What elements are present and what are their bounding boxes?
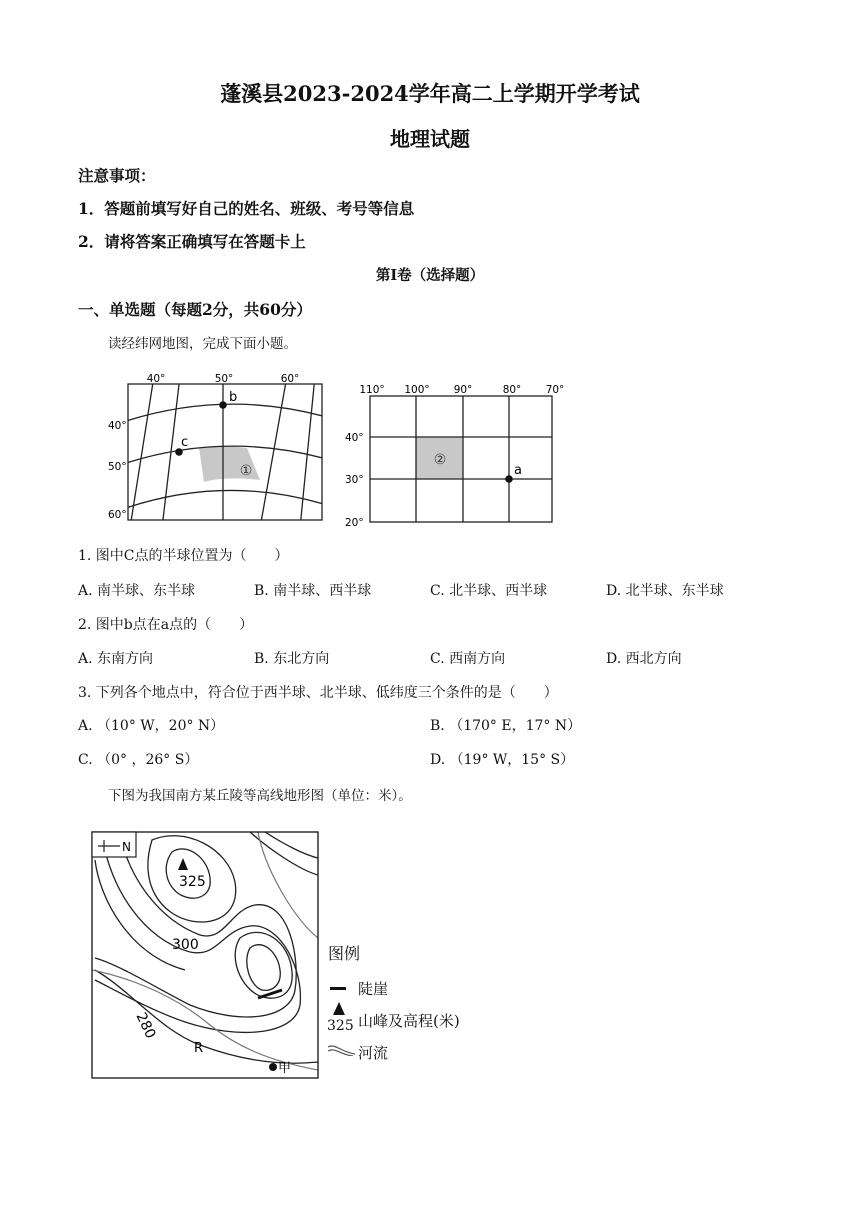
question-1-stem: 1. 图中C点的半球位置为（ ） [78, 548, 289, 564]
question-3-option-b: B. （170° E，17° N） [430, 718, 582, 734]
peak-elevation: 325 [179, 874, 206, 890]
notice-item-1: 1．答题前填写好自己的姓名、班级、考号等信息 [78, 199, 415, 218]
section-heading: 一、单选题（每题2分，共60分） [78, 300, 312, 319]
area-1-label: ① [239, 463, 253, 479]
meridian-60 [260, 376, 287, 528]
meridian-30 [130, 376, 154, 528]
left-label-60: 60° [108, 509, 127, 521]
top-label-40: 40° [146, 373, 166, 385]
peak-icon [178, 858, 188, 870]
question-3-option-a: A. （10° W，20° N） [78, 718, 225, 734]
left-label-50: 50° [108, 461, 127, 473]
contour-map [90, 830, 320, 1080]
meridian-70 [300, 376, 315, 528]
legend-peak-icon [332, 1002, 346, 1016]
intro-latlon: 读经纬网地图，完成下面小题。 [108, 336, 297, 352]
river-main [92, 970, 318, 1070]
legend-river-icon [327, 1042, 357, 1056]
question-2-stem: 2. 图中b点在a点的（ ） [78, 617, 254, 633]
left-label-30-rect: 30° [345, 474, 364, 486]
intro-contour: 下图为我国南方某丘陵等高线地形图（单位：米）。 [108, 788, 412, 804]
top-label-70: 70° [545, 384, 565, 396]
question-3-option-c: C. （0° ，26° S） [78, 752, 199, 768]
left-label-40-rect: 40° [345, 432, 364, 444]
legend-river: 河流 [358, 1044, 389, 1062]
point-jia-label: 甲 [278, 1061, 292, 1076]
question-2-option-a: A. 东南方向 [78, 651, 154, 667]
north-arrow-label: N [122, 840, 131, 854]
legend-title: 图例 [328, 944, 361, 963]
point-c-label: c [181, 435, 189, 450]
legend-cliff-icon [330, 987, 346, 990]
question-2-option-c: C. 西南方向 [430, 651, 506, 667]
left-label-40: 40° [108, 420, 127, 432]
top-label-80: 80° [502, 384, 522, 396]
question-1-option-c: C. 北半球、西半球 [430, 583, 548, 599]
graticule-map-2 [340, 378, 570, 530]
legend-peak-number: 325 [327, 1018, 354, 1034]
contour-loop-outer [235, 932, 292, 998]
top-label-100: 100° [404, 384, 430, 396]
question-1-option-b: B. 南半球、西半球 [254, 583, 372, 599]
point-a-marker [505, 475, 513, 483]
contour-topright [250, 832, 318, 875]
point-b-marker [219, 401, 227, 409]
exam-title: 蓬溪县2023-2024学年高二上学期开学考试 [220, 81, 640, 106]
point-b-label: b [229, 390, 238, 405]
top-label-50: 50° [214, 373, 234, 385]
point-jia-marker [269, 1063, 277, 1071]
contour-280 [95, 970, 318, 1063]
notice-heading: 注意事项： [78, 166, 156, 185]
graticule-map-1 [100, 368, 335, 530]
question-1-option-a: A. 南半球、东半球 [78, 583, 196, 599]
question-2-option-d: D. 西北方向 [606, 651, 682, 667]
question-3-option-d: D. （19° W，15° S） [430, 752, 575, 768]
top-label-90: 90° [453, 384, 473, 396]
area-2-label: ② [433, 452, 447, 468]
parallel-60 [120, 490, 330, 510]
contour-300 [95, 835, 296, 1017]
contour-map-frame [92, 832, 318, 1078]
river-label-r: R [194, 1041, 204, 1056]
question-1-option-d: D. 北半球、东半球 [606, 583, 724, 599]
question-2-option-b: B. 东北方向 [254, 651, 330, 667]
river-branch [258, 832, 318, 938]
point-a-label: a [514, 463, 522, 478]
contour-topright-2 [265, 832, 318, 858]
contour-loop-inner [247, 945, 280, 991]
legend-cliff: 陡崖 [358, 980, 389, 998]
top-label-110: 110° [359, 384, 385, 396]
question-3-stem: 3. 下列各个地点中，符合位于西半球、北半球、低纬度三个条件的是（ ） [78, 685, 558, 701]
exam-subtitle: 地理试题 [390, 127, 470, 151]
left-label-20-rect: 20° [345, 517, 364, 529]
contour-280-label: 280 [132, 1010, 159, 1042]
legend-peak: 山峰及高程(米) [358, 1012, 460, 1030]
contour-left [95, 860, 185, 970]
notice-item-2: 2．请将答案正确填写在答题卡上 [78, 232, 306, 251]
volume-heading: 第I卷（选择题） [375, 267, 485, 284]
top-label-60: 60° [280, 373, 300, 385]
contour-300-label: 300 [172, 937, 199, 953]
